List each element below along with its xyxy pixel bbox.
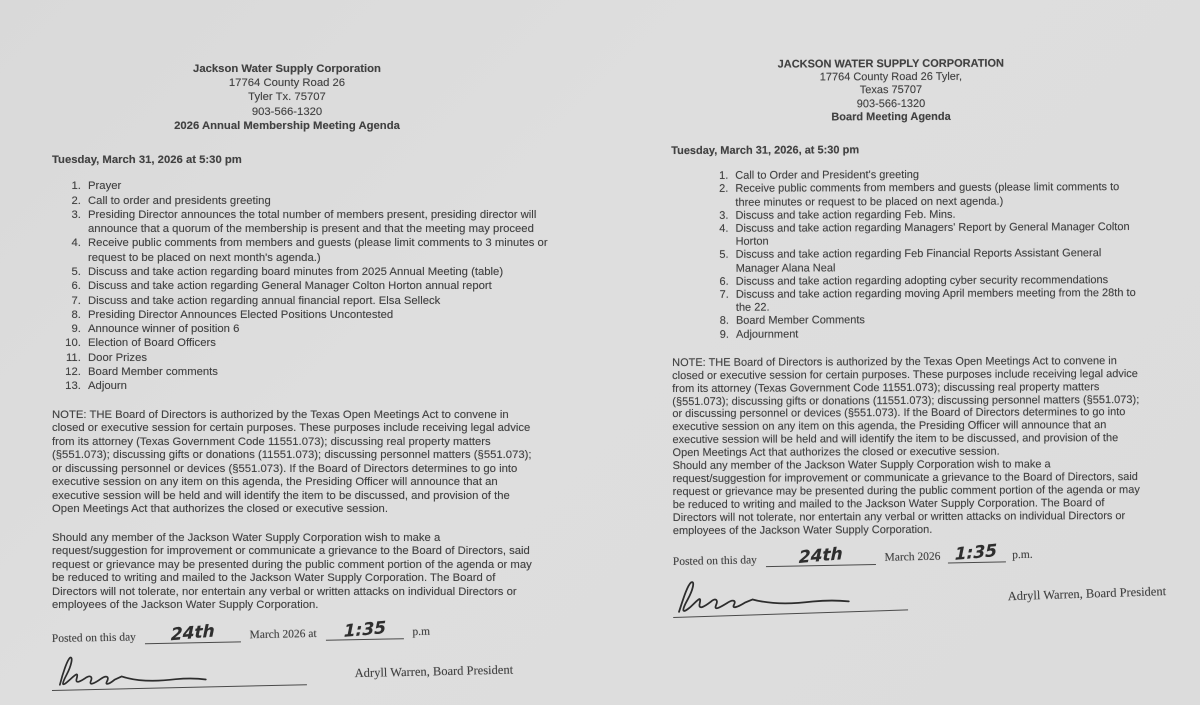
address-line-1: 17764 County Road 26 Tyler, (819, 70, 963, 84)
annual-membership-agenda-page (52, 62, 572, 691)
agenda-list (52, 179, 557, 393)
note-paragraph: NOTE: THE Board of Directors is authorized by the Texas Open Meetings Act to convene in closed or executive session for certain purposes. These purposes include receiving legal advice from its attorney (Texas Government Code 11551.073); discussing real property matters (§551.073); discussing gifts or donations (11551.073); discussing personnel matters (§551.073); or discussing personnel or devices (§551.073). If the Board of Directors determines to go into executive session on any item on this agenda, the Presiding Officer will announce that an executive session will be held and will identify the item to be discussed, and provision of the Open Meetings Act that authorizes the closed or executive session. (672, 354, 1140, 460)
signature-row (51, 642, 572, 691)
agenda-item: 2. Call to order and presidents greeting (84, 194, 557, 208)
document-header (52, 62, 522, 133)
document-title: 2026 Annual Membership Meeting Agenda (174, 119, 400, 132)
agenda-item: 4. Discuss and take action regarding Managers' Report by General Manager Colton Horton (731, 221, 1141, 249)
agenda-item: 5. Discuss and take action regarding Feb Financial Reports Assistant General Manager Alana Neal (732, 247, 1142, 275)
posted-day-blank (145, 620, 241, 645)
address-line-1: 17764 County Road 26 (228, 77, 346, 90)
agenda-item: 11. Door Prizes (84, 351, 557, 365)
board-meeting-agenda-page (671, 57, 1167, 618)
address-line-2: Texas 75707 (859, 84, 923, 97)
posted-time-blank (325, 617, 403, 642)
agenda-item: 7. Discuss and take action regarding annual financial report. Elsa Selleck (84, 294, 557, 308)
agenda-item: 3. Discuss and take action regarding Feb. Mins. (731, 208, 1141, 223)
posted-time-handwritten: 1:35 (343, 617, 386, 642)
posted-prefix: Posted on this day (672, 553, 757, 568)
agenda-item: 10. Election of Board Officers (84, 336, 557, 350)
meeting-datetime: Tuesday, March 31, 2026, at 5:30 pm (671, 144, 860, 158)
posted-middle: March 2026 at (249, 627, 317, 641)
note-paragraph: NOTE: THE Board of Directors is authorized by the Texas Open Meetings Act to convene in closed or executive session for certain purposes. These purposes include receiving legal advice from its attorney (Texas Government Code 11551.073); discussing real property matters (§551.073); discussing gifts or donations (11551.073); discussing personnel matters (§551.073); or discussing personnel or devices (§551.073). If the Board of Directors determines to go into executive session on any item on this agenda, the Presiding Officer will announce that an executive session will be held and will identify the item to be discussed, and provision of the Open Meetings Act that authorizes the closed or executive session. (52, 408, 532, 516)
signatory-name: Adryll Warren, Board President (354, 662, 514, 680)
org-name: JACKSON WATER SUPPLY CORPORATION (777, 57, 1005, 71)
posted-prefix: Posted on this day (51, 631, 136, 645)
posted-middle: March 2026 (884, 550, 941, 564)
document-title: Board Meeting Agenda (831, 110, 951, 124)
signatory-name: Adryll Warren, Board President (1007, 583, 1167, 603)
posted-ampm: p.m. (1012, 548, 1033, 561)
agenda-item: 5. Discuss and take action regarding board minutes from 2025 Annual Meeting (table) (84, 265, 557, 279)
org-name: Jackson Water Supply Corporation (193, 63, 381, 75)
agenda-item: 1. Prayer (84, 179, 557, 193)
agenda-item: 8. Board Member Comments (732, 313, 1142, 328)
document-header (671, 57, 1111, 125)
meeting-datetime: Tuesday, March 31, 2026 at 5:30 pm (52, 154, 242, 167)
posted-day-handwritten: 24th (798, 543, 843, 568)
posted-time-handwritten: 1:35 (955, 540, 998, 565)
signature-scrawl-icon (672, 571, 908, 617)
phone-number: 903-566-1320 (856, 97, 926, 110)
agenda-item: 1. Call to Order and President's greeting (731, 168, 1141, 183)
signature-line (51, 648, 307, 691)
posted-time-blank (947, 540, 1005, 565)
agenda-item: 9. Announce winner of position 6 (84, 322, 557, 336)
signature-scrawl-icon (51, 649, 272, 690)
agenda-list (671, 168, 1142, 342)
grievance-paragraph: Should any member of the Jackson Water Supply Corporation wish to make a request/suggestion for improvement or communicate a grievance to the Board of Directors, said request or grievance may be presented during the public comment portion of the agenda or may be reduced to writing and mailed to the Jackson Water Supply Corporation. The Board of Directors will not tolerate, nor entertain any verbal or written attacks on individual Directors or employees of the Jackson Water Supply Corporation. (672, 458, 1140, 537)
posted-line (52, 619, 572, 646)
posted-line (673, 542, 1143, 569)
agenda-item: 7. Discuss and take action regarding moving April members meeting from the 28th to the 22. (732, 287, 1142, 315)
agenda-item: 8. Presiding Director Announces Elected Positions Uncontested (84, 308, 557, 322)
agenda-item: 2. Receive public comments from members and guests (please limit comments to three minutes or request to be placed on next agenda.) (731, 181, 1141, 209)
agenda-item: 12. Board Member comments (84, 365, 557, 379)
posted-day-handwritten: 24th (170, 620, 215, 645)
agenda-item: 9. Adjournment (732, 327, 1142, 342)
signature-line (672, 571, 908, 618)
grievance-paragraph: Should any member of the Jackson Water Supply Corporation wish to make a request/suggestion for improvement or communicate a grievance to the Board of Directors, said request or grievance may be presented during the public comment portion of the agenda or may be reduced to writing and mailed to the Jackson Water Supply Corporation. The Board of Directors will not tolerate, nor entertain any verbal or written attacks on individual Directors or employees of the Jackson Water Supply Corporation. (52, 531, 532, 612)
posted-day-blank (766, 543, 876, 568)
posted-ampm: p.m (412, 625, 431, 638)
agenda-item: 6. Discuss and take action regarding adopting cyber security recommendations (732, 274, 1142, 289)
address-line-2: Tyler Tx. 75707 (248, 91, 326, 104)
agenda-item: 13. Adjourn (84, 379, 557, 393)
agenda-item: 6. Discuss and take action regarding General Manager Colton Horton annual report (84, 279, 557, 293)
agenda-item: 4. Receive public comments from members and guests (please limit comments to 3 minutes or request to be placed on next month's agenda.) (84, 236, 557, 265)
agenda-item: 3. Presiding Director announces the total number of members present, presiding director will announce that a quorum of the membership is present and that the meeting may proceed (84, 208, 557, 237)
signature-row (672, 564, 1167, 618)
phone-number: 903-566-1320 (251, 105, 323, 118)
